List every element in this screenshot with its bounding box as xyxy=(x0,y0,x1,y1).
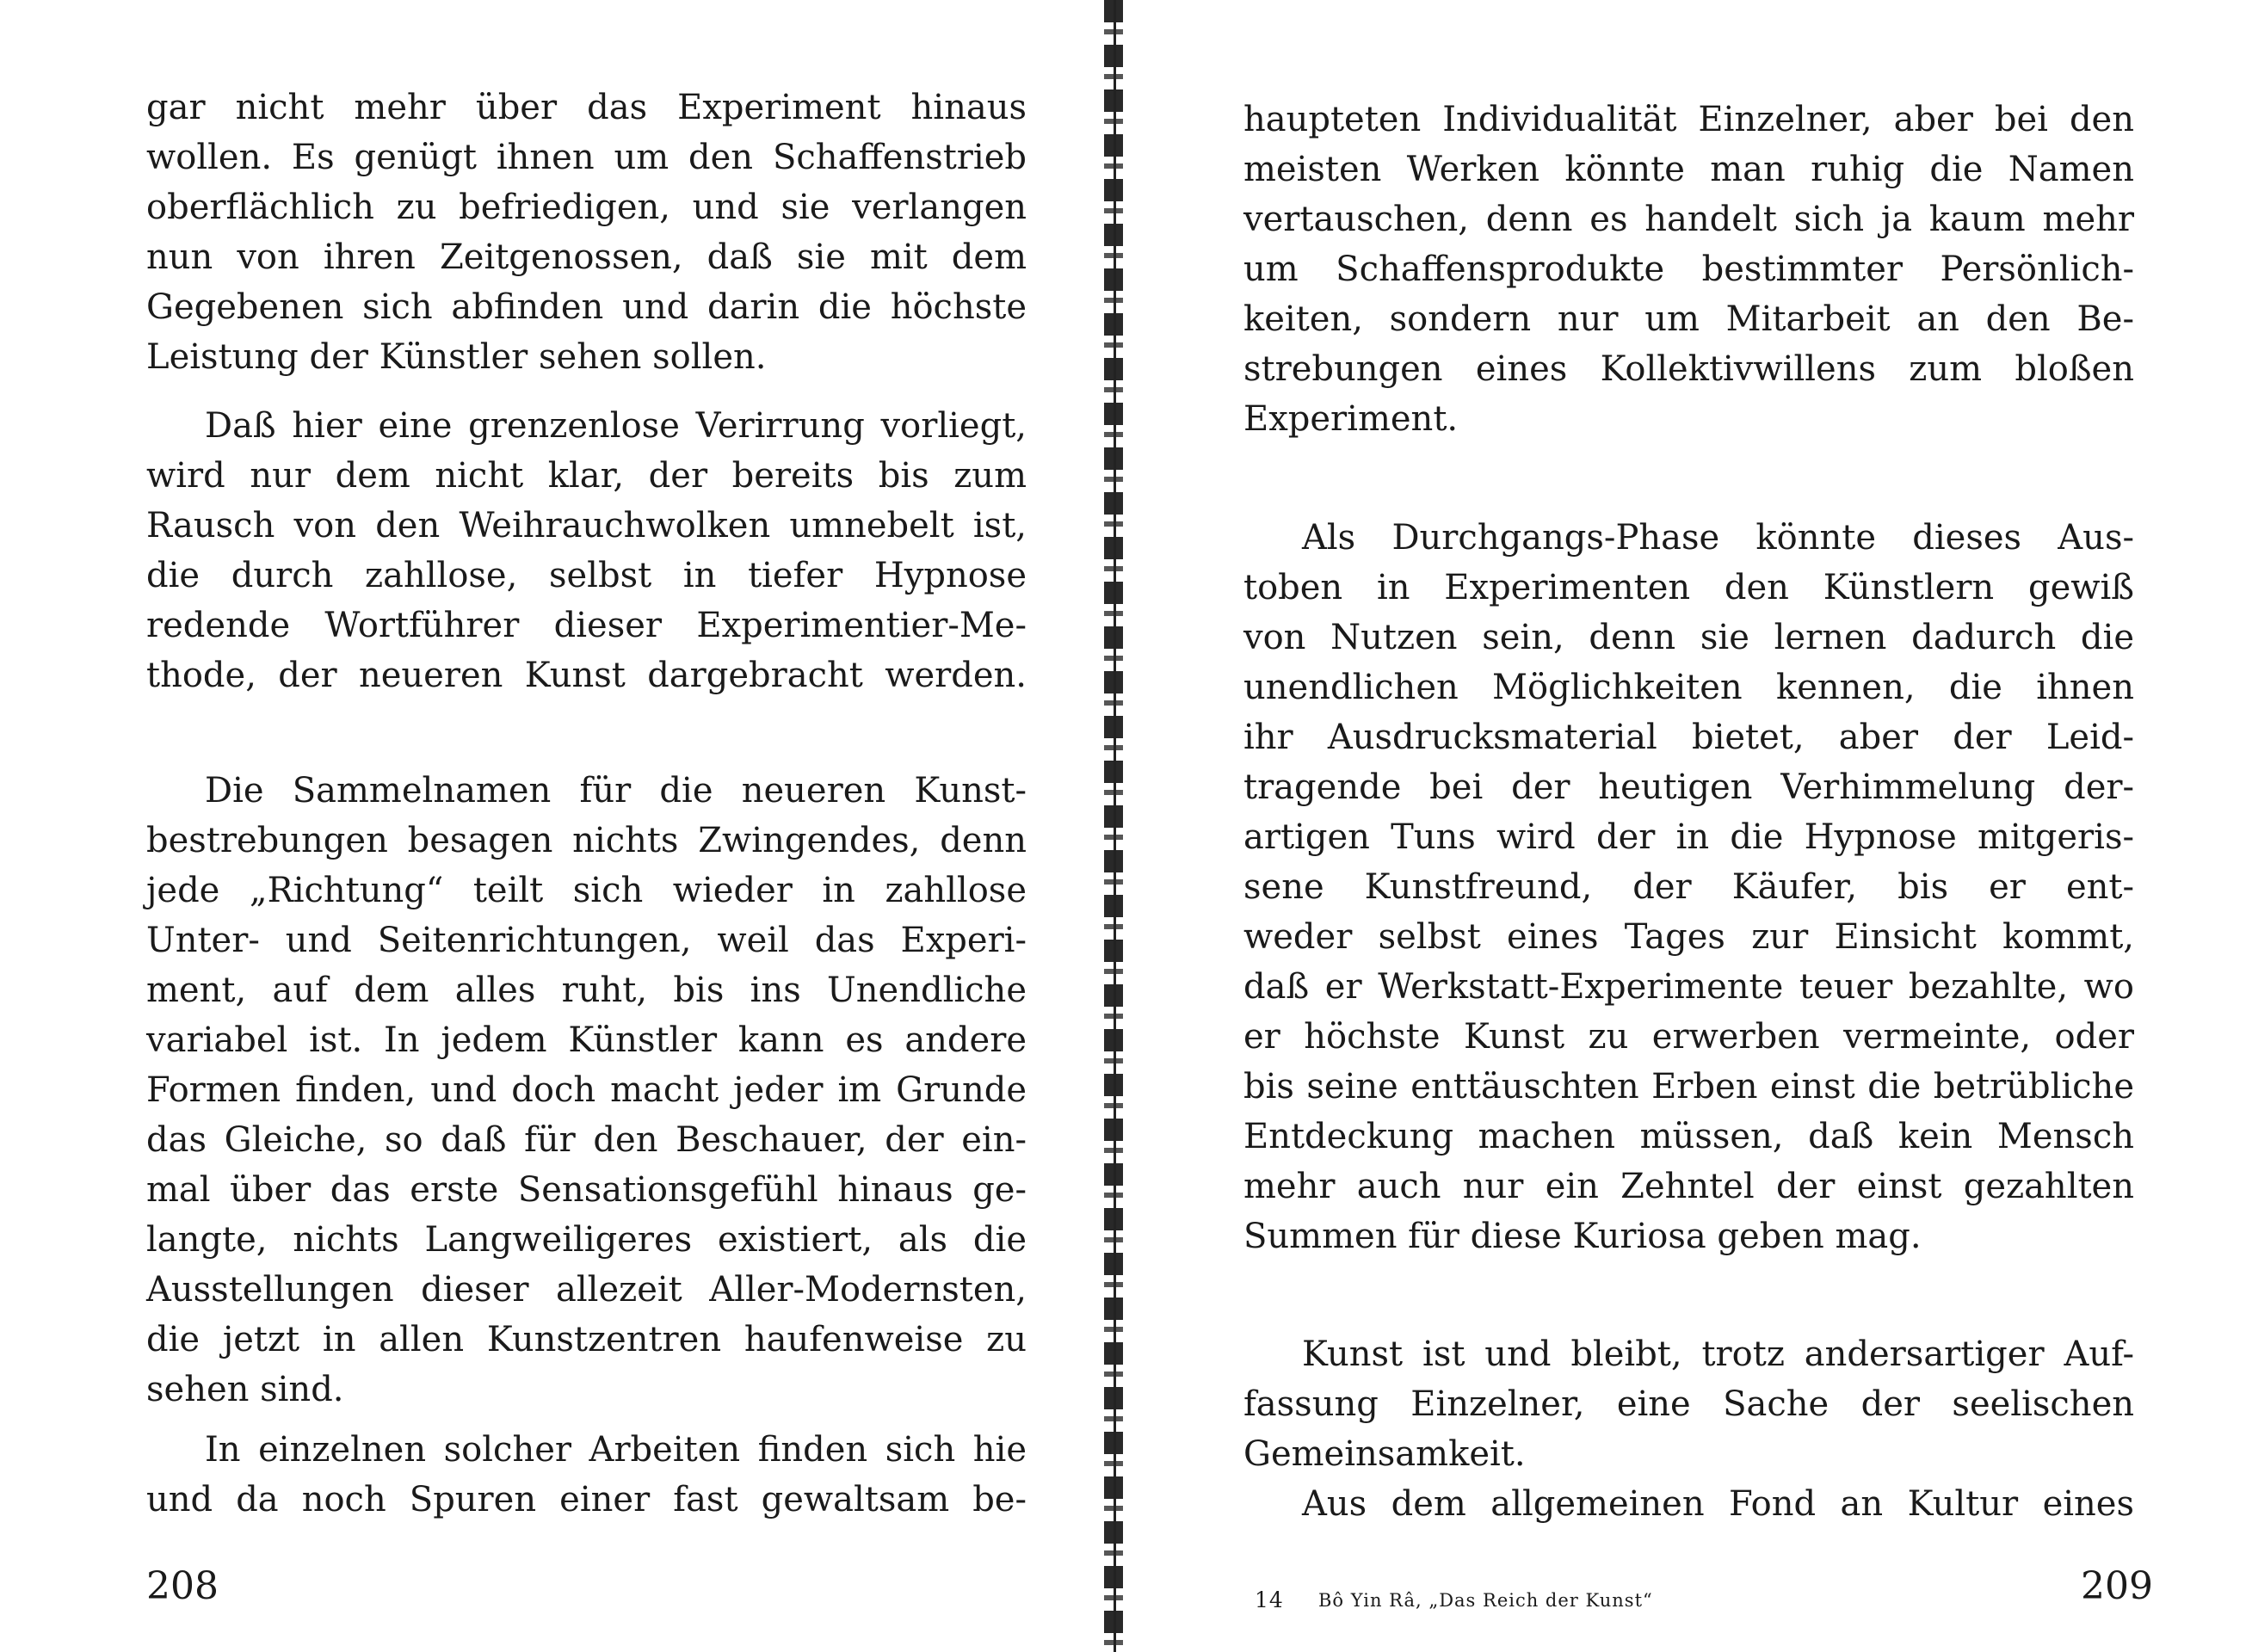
text-line: daß er Werkstatt-Experimente teuer bezahlte, wo xyxy=(1243,967,2134,1007)
text-line: Kunst ist und bleibt, trotz andersartiger Auf- xyxy=(1302,1335,2134,1374)
text-line: Gemeinsamkeit. xyxy=(1243,1434,1526,1474)
text-line: redende Wortführer dieser Experimentier-Me- xyxy=(146,606,1027,645)
text-line: wollen. Es genügt ihnen um den Schaffenstrieb xyxy=(146,138,1027,177)
text-line: und da noch Spuren einer fast gewaltsam be- xyxy=(146,1480,1027,1519)
text-line: das Gleiche, so daß für den Beschauer, der ein- xyxy=(146,1120,1027,1160)
text-line: gar nicht mehr über das Experiment hinaus xyxy=(146,88,1027,127)
text-line: thode, der neueren Kunst dargebracht werden. xyxy=(146,656,1027,695)
text-line: sehen sind. xyxy=(146,1370,344,1409)
left-paragraph-3 xyxy=(146,766,1027,1415)
text-line: oberflächlich zu befriedigen, und sie verlangen xyxy=(146,188,1027,227)
text-line: fassung Einzelner, eine Sache der seelischen xyxy=(1243,1384,2134,1424)
text-line: die durch zahllose, selbst in tiefer Hypnose xyxy=(146,556,1027,595)
text-line: toben in Experimenten den Künstlern gewiß xyxy=(1243,568,2134,607)
page-number: 209 xyxy=(2081,1564,2153,1608)
text-line: bis seine enttäuschten Erben einst die betrübliche xyxy=(1243,1067,2134,1106)
text-line: mal über das erste Sensationsgefühl hinaus ge- xyxy=(146,1170,1027,1210)
text-line: Gegebenen sich abfinden und darin die höchste xyxy=(146,287,1027,327)
left-page xyxy=(0,0,1110,1652)
text-line: mehr auch nur ein Zehntel der einst gezahlten xyxy=(1243,1167,2134,1206)
text-line: Ausstellungen dieser allezeit Aller-Modernsten, xyxy=(146,1270,1027,1310)
text-line: Als Durchgangs-Phase könnte dieses Aus- xyxy=(1302,518,2134,558)
text-line: jede „Richtung“ teilt sich wieder in zahllose xyxy=(146,871,1027,910)
text-line: Aus dem allgemeinen Fond an Kultur eines xyxy=(1302,1484,2134,1524)
text-line: Entdeckung machen müssen, daß kein Mensch xyxy=(1243,1117,2134,1156)
text-line: artigen Tuns wird der in die Hypnose mitgeris- xyxy=(1243,817,2134,857)
text-line: die jetzt in allen Kunstzentren haufenweise zu xyxy=(146,1320,1027,1359)
left-paragraph-4 xyxy=(146,1425,1027,1525)
text-line: Unter- und Seitenrichtungen, weil das Experi- xyxy=(146,921,1027,960)
text-line: Leistung der Künstler sehen sollen. xyxy=(146,337,767,377)
text-line: variabel ist. In jedem Künstler kann es andere xyxy=(146,1020,1027,1060)
text-line: Die Sammelnamen für die neueren Kunst- xyxy=(205,771,1027,811)
text-line: langte, nichts Langweiligeres existiert, als die xyxy=(146,1220,1027,1260)
right-paragraph-2 xyxy=(1243,513,2134,1261)
text-line: unendlichen Möglichkeiten kennen, die ihnen xyxy=(1243,668,2134,707)
gutter-line xyxy=(1114,0,1116,1652)
left-paragraph-1 xyxy=(146,83,1027,382)
text-line: weder selbst eines Tages zur Einsicht kommt, xyxy=(1243,917,2134,957)
text-line: bestrebungen besagen nichts Zwingendes, denn xyxy=(146,821,1027,860)
right-paragraph-1 xyxy=(1243,95,2134,444)
text-line: strebungen eines Kollektivwillens zum bloßen xyxy=(1243,349,2134,389)
text-line: Experiment. xyxy=(1243,399,1459,439)
text-line: Rausch von den Weihrauchwolken umnebelt ist, xyxy=(146,506,1027,546)
text-line: haupteten Individualität Einzelner, aber bei den xyxy=(1243,100,2134,139)
text-line: ihr Ausdrucksmaterial bietet, aber der Leid- xyxy=(1243,718,2134,757)
signature-text: Bô Yin Râ, „Das Reich der Kunst“ xyxy=(1318,1590,1653,1611)
left-paragraph-2 xyxy=(146,401,1027,700)
right-page xyxy=(1119,0,2246,1652)
text-line: Summen für diese Kuriosa geben mag. xyxy=(1243,1217,1922,1256)
text-line: In einzelnen solcher Arbeiten finden sich hie xyxy=(205,1430,1027,1470)
text-line: sene Kunstfreund, der Käufer, bis er ent- xyxy=(1243,867,2134,907)
text-line: ment, auf dem alles ruht, bis ins Unendliche xyxy=(146,971,1027,1010)
text-line: tragende bei der heutigen Verhimmelung der- xyxy=(1243,767,2134,807)
text-line: keiten, sondern nur um Mitarbeit an den Be- xyxy=(1243,299,2134,339)
text-line: meisten Werken könnte man ruhig die Namen xyxy=(1243,150,2134,189)
text-line: wird nur dem nicht klar, der bereits bis zum xyxy=(146,456,1027,496)
text-line: nun von ihren Zeitgenossen, daß sie mit dem xyxy=(146,237,1027,277)
text-line: von Nutzen sein, denn sie lernen dadurch die xyxy=(1243,618,2134,657)
text-line: vertauschen, denn es handelt sich ja kaum mehr xyxy=(1243,200,2134,239)
text-line: Daß hier eine grenzenlose Verirrung vorliegt, xyxy=(205,406,1027,446)
signature-number: 14 xyxy=(1255,1587,1284,1612)
right-paragraph-3 xyxy=(1243,1329,2134,1529)
page-number: 208 xyxy=(146,1564,219,1608)
text-line: Formen finden, und doch macht jeder im Grunde xyxy=(146,1070,1027,1110)
text-line: er höchste Kunst zu erwerben vermeinte, oder xyxy=(1243,1017,2134,1057)
text-line: um Schaffensprodukte bestimmter Persönlich- xyxy=(1243,250,2134,289)
